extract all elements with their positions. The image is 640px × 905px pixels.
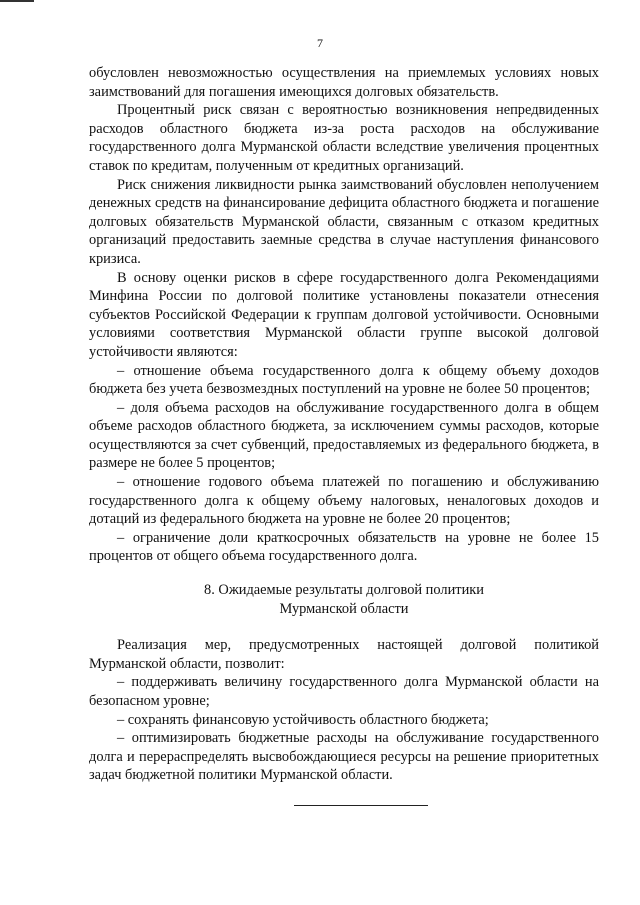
list-item: – ограничение доли краткосрочных обязательств на уровне не более 15 процентов от общего объема государственного долга. [89,529,599,565]
list-item: – отношение объема государственного долга к общему объему доходов бюджета без учета безвозмездных поступлений на уровне не более 50 процентов; [89,362,599,398]
list-item: – доля объема расходов на обслуживание государственного долга в общем объеме расходов областного бюджета, за исключением суммы расходов, которые осуществляются за счет субвенций, предоставляемых из федерального бюджета, в размере не более 5 процентов; [89,399,599,472]
paragraph: обусловлен невозможностью осуществления на приемлемых условиях новых заимствований для погашения имеющихся долговых обязательств. [89,65,599,100]
section-heading [89,581,599,618]
list-item: – поддерживать величину государственного долга Мурманской области на безопасном уровне; [89,674,599,709]
paragraph: Реализация мер, предусмотренных настоящей долговой политикой Мурманской области, позволит: [89,637,599,672]
document-body [89,64,599,806]
scan-edge-mark [0,0,34,2]
list-item: – сохранять финансовую устойчивость областного бюджета; [117,711,489,728]
section-heading-line: Мурманской области [279,600,409,617]
list-item: – отношение годового объема платежей по погашению и обслуживанию государственного долга к общему объему налоговых, неналоговых доходов и дотаций из федерального бюджета на уровне не более 20 процентов; [89,474,599,528]
page-number: 7 [317,36,323,50]
list-item: – оптимизировать бюджетные расходы на обслуживание государственного долга и перераспределять высвобождающиеся ресурсы на решение приоритетных задач бюджетной политики Мурманской области. [89,730,599,784]
paragraph: Процентный риск связан с вероятностью возникновения непредвиденных расходов областного бюджета из-за роста расходов на обслуживание государственного долга Мурманской области вследствие увеличения процентных ставок по кредитам, полученным от кредитных организаций. [89,102,599,174]
paragraph: Риск снижения ликвидности рынка заимствований обусловлен неполучением денежных средств на финансирование дефицита областного бюджета и погашение долговых обязательств Мурманской области, связанным с отказом кредитных организаций предоставить заемные средства в случае наступления финансового кризиса. [89,176,599,267]
end-rule [294,805,428,806]
section-heading-line: 8. Ожидаемые результаты долговой политики [204,582,484,599]
paragraph: В основу оценки рисков в сфере государственного долга Рекомендациями Минфина России по долговой политике установлены показатели отнесения субъектов Российской Федерации к группам долговой устойчивости. Основными условиями соответствия Мурманской области группе высокой долговой устойчивости являются: [89,269,599,360]
